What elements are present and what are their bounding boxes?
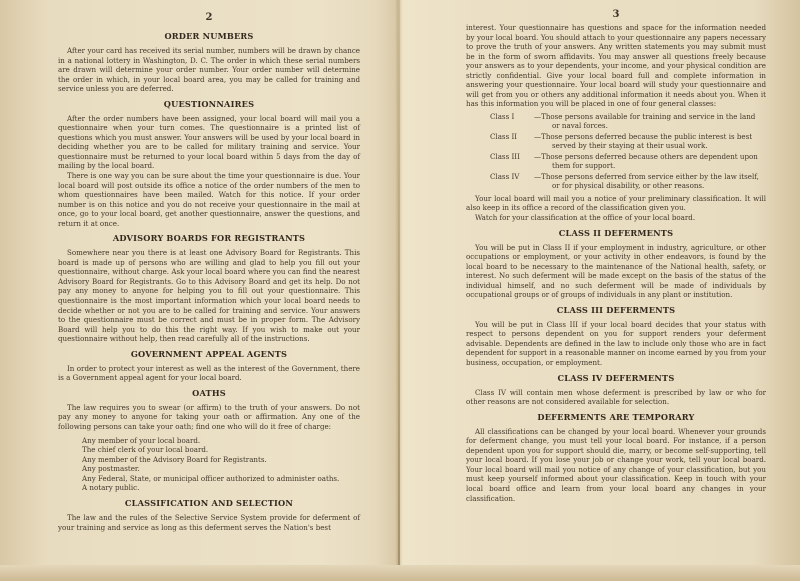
list-item: Any member of the Advisory Board for Registrants.	[82, 454, 267, 464]
paragraph: There is one way you can be sure about the time your questionnaire is due. Your local board will post outside its office a notice of the order numbers of the men to whom questionnaires have been mailed. Watch for this notice. If your order number is on this notice and you do not receive your questionnaire in the mail at once, go to your local board, get another questionnaire, answer the questions, and return it at once.	[58, 171, 360, 228]
paragraph: The law requires you to swear (or affirm) to the truth of your answers. Do not pay any money to anyone for taking your oath or affirmation. Any one of the following persons can take your oath; find one who will do it free of charge:	[58, 402, 360, 431]
page-number: 2	[205, 12, 213, 23]
class-description-cont: them for support.	[552, 161, 616, 171]
list-item: Any member of your local board.	[82, 435, 201, 445]
oath-takers-list	[82, 436, 360, 494]
heading-oaths: OATHS	[192, 387, 226, 398]
paragraph: You will be put in Class III if your local board decides that your status with respect to persons dependent on you for support renders your deferment advisable. Dependents are defined in the law to include only those who are in fact dependent for support in a reasonable manner on income earned by you from your business, occupation, or employment.	[466, 319, 766, 368]
class-description: —Those persons available for training and service in the land	[534, 111, 756, 121]
class-description-cont: or for physical disability, or other reasons.	[552, 181, 705, 191]
class-item	[490, 152, 766, 171]
list-item: Any postmaster.	[82, 464, 140, 474]
heading-class-iii-deferments: CLASS III DEFERMENTS	[556, 304, 676, 315]
heading-class-ii-deferments: CLASS II DEFERMENTS	[558, 227, 674, 238]
spine-fold	[398, 0, 400, 581]
list-item: The chief clerk of your local board.	[82, 445, 209, 455]
heading-classification-and-selection: CLASSIFICATION AND SELECTION	[124, 498, 294, 509]
class-label: Class I	[490, 111, 515, 121]
class-description-cont: or naval forces.	[552, 121, 608, 131]
heading-class-iv-deferments: CLASS IV DEFERMENTS	[557, 372, 675, 383]
classes-list	[490, 112, 766, 191]
class-item	[490, 112, 766, 131]
class-item	[490, 132, 766, 151]
paragraph: interest. Your questionnaire has questions and space for the information needed by your local board. You should attach to your questionnaire any papers necessary to prove the truth of your answers. Any written statements you may submit must be in the form of sworn affidavits. You may answer all questions freely because your answers as to your dependents, your income, and your physical condition are strictly confidential. Give your local board full and complete information in answering your questionnaire. Your local board will study your questionnaire and will get from you or others any additional information it needs about you. When it has this information you will be placed in one of four general classes:	[466, 23, 766, 109]
class-label: Class II	[490, 131, 518, 141]
paragraph: Somewhere near you there is at least one Advisory Board for Registrants. This board is made up of persons who are willing and glad to help you fill out your questionnaire, without charge. Ask your local board where you can find the nearest Advisory Board for Registrants. Go to this Advisory Board and get its help. Do not pay any money to anyone for helping you to fill out your questionnaire. This questionnaire is the most important information which your local board needs to decide whether or not you are to be called for training and service. Your answers to the questionnaire must be correct and must be in proper form. The Advisory Board will help you to do this the right way. If you wish to make out your questionnaire without help, then read carefully all of the instructions.	[58, 248, 360, 344]
paragraph: After the order numbers have been assigned, your local board will mail you a questionnaire when your turn comes. The questionnaire is a printed list of questions which you must answer. Your answers will be used by your local board in deciding whether you are to be called for military training and service. Your questionnaire must be returned to your local board within 5 days from the day of mailing by the local board.	[58, 113, 360, 171]
class-description-cont: served by their staying at their usual work.	[552, 141, 708, 151]
paragraph: All classifications can be changed by your local board. Whenever your grounds for deferment change, you must tell your local board. For instance, if a person dependent upon you for support should die, marry, or become self-supporting, tell your local board. If you lose your job or change your work, tell your local board. Your local board will mail you notice of any change of your classification, but you must keep yourself informed about your classification. Keep in touch with your local board office and learn from your local board any changes in your classification.	[466, 426, 766, 503]
right-page	[466, 0, 766, 565]
heading-order-numbers: ORDER NUMBERS	[164, 31, 254, 41]
paragraph: Your local board will mail you a notice of your preliminary classification. It will also keep in its office a record of the classification given you.	[466, 193, 766, 213]
left-page	[58, 0, 360, 565]
heading-advisory-boards: ADVISORY BOARDS FOR REGISTRANTS	[112, 233, 306, 244]
class-description: —Those persons deferred from service either by the law itself,	[534, 171, 759, 181]
heading-government-appeal-agents: GOVERNMENT APPEAL AGENTS	[130, 348, 288, 359]
paper-bottom-edge	[0, 565, 800, 581]
heading-deferments-are-temporary: DEFERMENTS ARE TEMPORARY	[537, 411, 695, 422]
class-label: Class III	[490, 151, 520, 161]
paragraph: You will be put in Class II if your employment in industry, agriculture, or other occupations or employment, or your activity in other endeavors, is found by the local board to be necessary to the maintenance of the National health, safety, or interest. No such deferment will be made except on the basis of the status of the individual himself, and no such deferment will be made of individuals by occupational groups or of groups of individuals in any plant or institution.	[466, 242, 766, 300]
class-label: Class IV	[490, 171, 520, 181]
class-description: —Those persons deferred because others are dependent upon	[534, 151, 758, 161]
paragraph: The law and the rules of the Selective Service System provide for deferment of your training and service as long as this deferment serves the Nation's best	[58, 513, 360, 532]
class-item	[490, 172, 766, 191]
paragraph: Class IV will contain men whose deferment is prescribed by law or who for other reasons are not considered available for selection.	[466, 387, 766, 407]
page-number: 3	[612, 9, 620, 20]
list-item: Any Federal, State, or municipal officer authorized to administer oaths.	[82, 473, 340, 483]
paragraph: Watch for your classification at the office of your local board.	[475, 213, 696, 223]
list-item: A notary public.	[82, 483, 140, 493]
heading-questionnaires: QUESTIONNAIRES	[163, 98, 255, 109]
class-description: —Those persons deferred because the public interest is best	[534, 131, 753, 141]
paragraph: In order to protect your interest as well as the interest of the Government, there is a Government appeal agent for your local board.	[58, 363, 360, 383]
paragraph: After your card has received its serial number, numbers will be drawn by chance in a national lottery in Washington, D. C. The order in which these serial numbers are drawn will determine your order number. Your order number will determine the order in which, in your local board area, you may be called for training and service unless you are deferred.	[58, 46, 360, 94]
